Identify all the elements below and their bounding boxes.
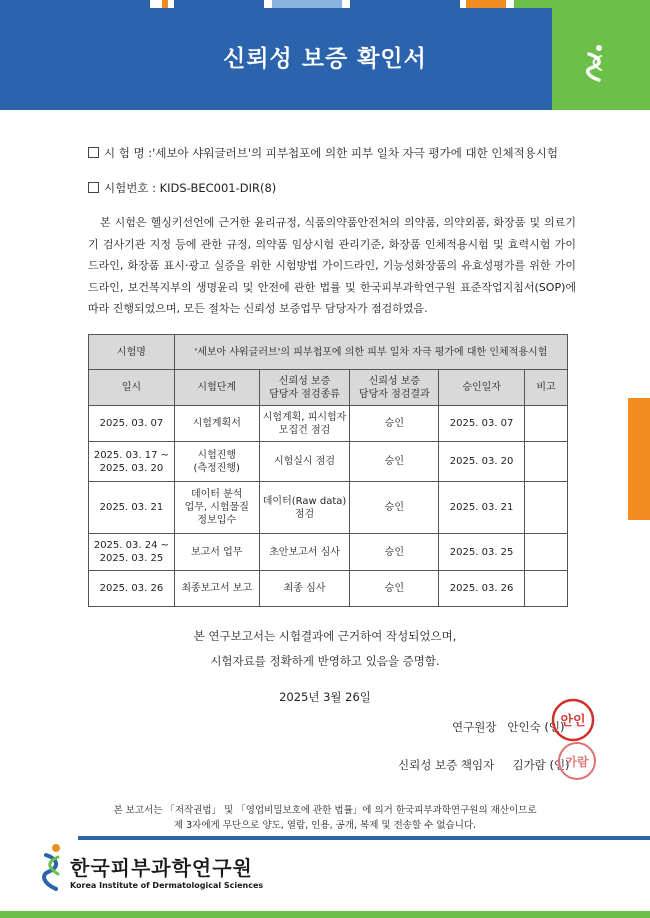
- compliance-paragraph: 본 시험은 헬싱키선언에 근거한 윤리규정, 식품의약품안전처의 의약품, 의약외품, 화장품 및 의료기기 검사기관 지정 등에 관한 규정, 의약품 임상시험 관리기준, 화장품 인체적용시험 및 효력시험 가이드라인, 화장품 표시·광고 실증을 위한 시험방법 가이드라인, 기능성화장품의 유효성평가를 위한 가이드라인, 보건복지부의 생명윤리 및 안전에 관한 법률 및 한국피부과학연구원 표준작업지침서(SOP)에 따라 진행되었으며, 모든 절차는 신뢰성 보증업무 담당자가 점검하였음.: [88, 216, 576, 315]
- test-name-value-cell: '세보아 샤워글러브'의 피부첩포에 의한 피부 일차 자극 평가에 대한 인체적용시험: [174, 335, 567, 370]
- row-result: 승인: [350, 571, 439, 607]
- footer-blue-rule: [78, 836, 650, 840]
- qa-seal-stamp: [556, 740, 598, 782]
- row-approval-date: 2025. 03. 21: [439, 482, 525, 534]
- qa-title: 신뢰성 보증 책임자: [398, 758, 495, 772]
- checkbox-square-icon: [88, 147, 99, 158]
- row-result: 승인: [350, 534, 439, 571]
- row-date: 2025. 03. 24 ~ 2025. 03. 25: [89, 534, 175, 571]
- table-header-row: [89, 370, 568, 406]
- row-check-type: 시험계획, 피시험자 모집건 점검: [259, 406, 350, 442]
- row-approval-date: 2025. 03. 07: [439, 406, 525, 442]
- director-signature: [452, 719, 564, 735]
- director-stamp-text: 안인: [560, 714, 586, 729]
- row-date: 2025. 03. 21: [89, 482, 175, 534]
- certification-date: 2025년 3월 26일: [279, 690, 371, 704]
- row-check-type: 최종 심사: [259, 571, 350, 607]
- row-note: [525, 406, 568, 442]
- row-note: [525, 482, 568, 534]
- certification-line-2: 시험자료를 정확하게 반영하고 있음을 증명함.: [210, 654, 440, 668]
- row-check-type: 데이터(Raw data) 점검: [259, 482, 350, 534]
- row-stage: 시험계획서: [174, 406, 259, 442]
- header-stage: 시험단계: [174, 370, 259, 406]
- qa-inspection-table: [88, 334, 568, 607]
- table-row: [89, 571, 568, 607]
- institute-logo-icon: [38, 843, 66, 893]
- table-title-row: [89, 335, 568, 370]
- director-name: 안인숙 (인): [507, 720, 565, 734]
- header-check-result: 신뢰성 보증 담당자 점검결과: [350, 370, 439, 406]
- row-check-type: 초안보고서 심사: [259, 534, 350, 571]
- row-date: 2025. 03. 07: [89, 406, 175, 442]
- copyright-notice: [80, 803, 570, 833]
- header-approval-date: 승인일자: [439, 370, 525, 406]
- row-stage: 시험진행 (측정진행): [174, 442, 259, 482]
- qa-stamp-text: 가람: [565, 755, 589, 769]
- test-name-label-cell: 시험명: [89, 335, 175, 370]
- test-name-line: 시 험 명 :'세보아 샤워글러브'의 피부첩포에 의한 피부 일차 자극 평가에 대한 인체적용시험: [88, 145, 558, 161]
- top-stripes: [0, 0, 650, 8]
- header-check-type: 신뢰성 보증 담당자 점검종류: [259, 370, 350, 406]
- copyright-notice-line-2: 제 3자에게 무단으로 양도, 열람, 인용, 공개, 복제 및 전송할 수 없습니다.: [173, 820, 477, 831]
- row-approval-date: 2025. 03. 20: [439, 442, 525, 482]
- row-approval-date: 2025. 03. 26: [439, 571, 525, 607]
- row-date: 2025. 03. 17 ~ 2025. 03. 20: [89, 442, 175, 482]
- row-stage: 보고서 업무: [174, 534, 259, 571]
- table-row: [89, 406, 568, 442]
- director-title: 연구원장: [452, 720, 497, 734]
- header-note: 비고: [525, 370, 568, 406]
- row-stage: 최종보고서 보고: [174, 571, 259, 607]
- row-date: 2025. 03. 26: [89, 571, 175, 607]
- row-approval-date: 2025. 03. 25: [439, 534, 525, 571]
- table-row: [89, 482, 568, 534]
- checkbox-square-icon: [88, 182, 99, 193]
- copyright-notice-line-1: 본 보고서는 「저작권법」 및 「영업비밀보호에 관한 법률」에 의거 한국피부과학연구원의 재산이므로: [113, 805, 537, 816]
- qa-name: 김가람 (인): [512, 758, 570, 772]
- row-check-type: 시험실시 점검: [259, 442, 350, 482]
- row-result: 승인: [350, 406, 439, 442]
- table-row: [89, 442, 568, 482]
- test-number-line: 시험번호 : KIDS-BEC001-DIR(8): [88, 180, 276, 196]
- row-result: 승인: [350, 442, 439, 482]
- table-row: [89, 534, 568, 571]
- director-seal-stamp: [550, 697, 596, 743]
- institute-name-english: Korea Institute of Dermatological Sciences: [70, 881, 264, 890]
- footer-green-rule: [0, 911, 650, 918]
- document-title: 신뢰성 보증 확인서: [223, 46, 427, 72]
- row-result: 승인: [350, 482, 439, 534]
- row-note: [525, 571, 568, 607]
- header-date: 일시: [89, 370, 175, 406]
- row-stage: 데이터 분석 업무, 시험물질 정보입수: [174, 482, 259, 534]
- row-note: [525, 534, 568, 571]
- row-note: [525, 442, 568, 482]
- side-orange-tab: [628, 398, 650, 520]
- certification-line-1: 본 연구보고서는 시험결과에 근거하여 작성되었으며,: [193, 629, 457, 643]
- institute-symbol-icon: [583, 44, 609, 84]
- qa-signature: [398, 757, 570, 773]
- institute-name-korean: 한국피부과학연구원: [70, 856, 253, 880]
